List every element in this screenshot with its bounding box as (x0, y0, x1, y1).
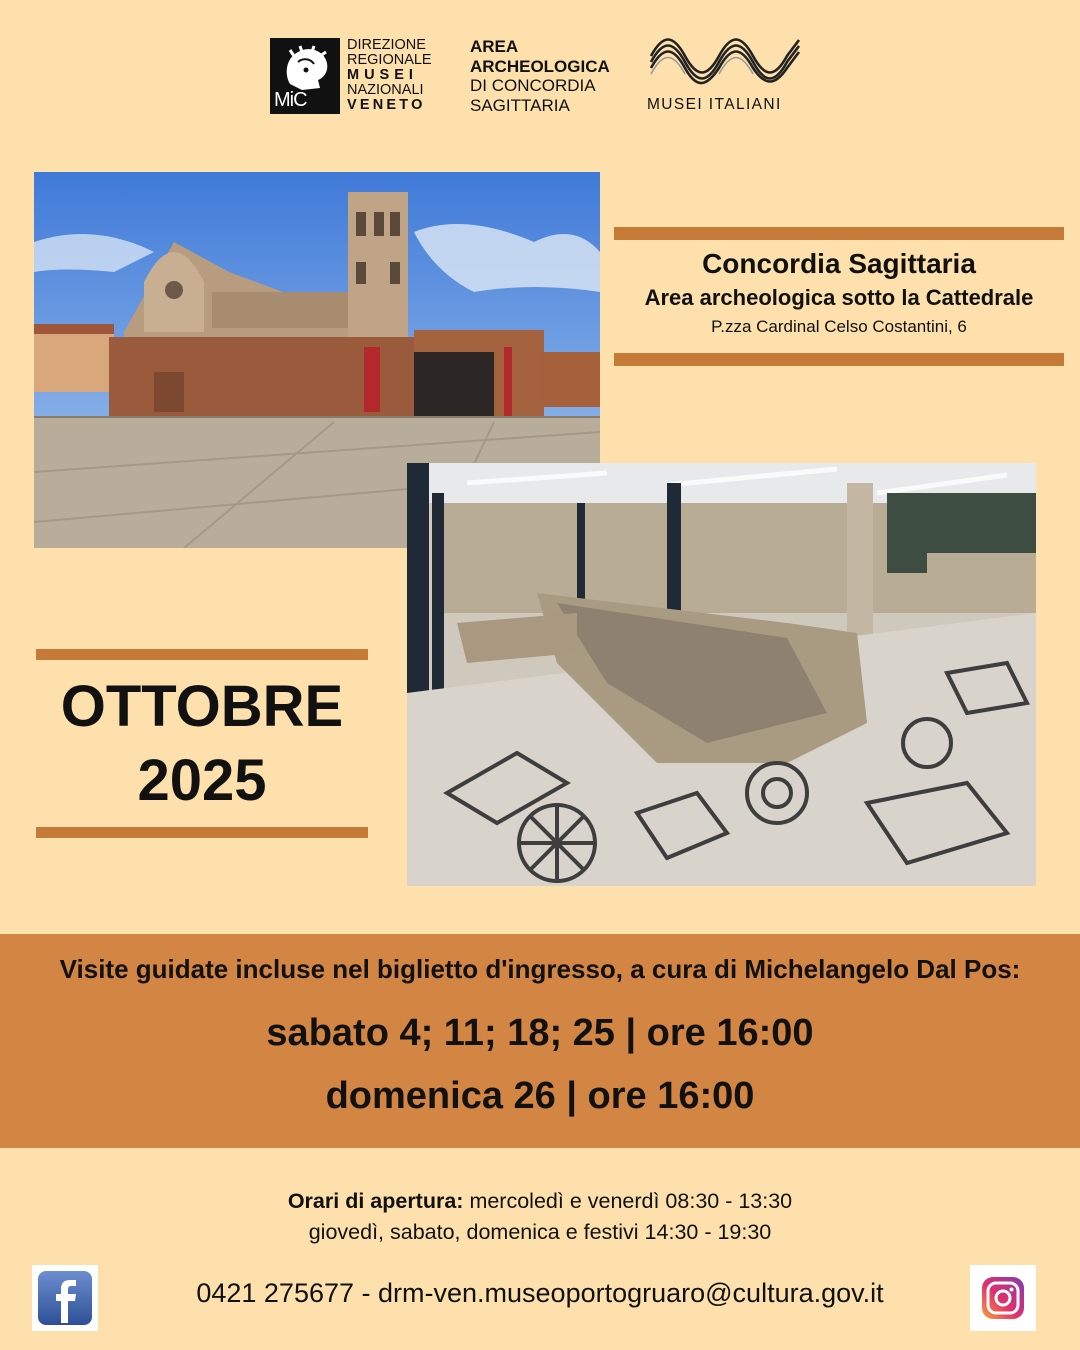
musei-italiani-logo (645, 36, 805, 118)
month-bar-bottom (36, 827, 368, 838)
venue-address: P.zza Cardinal Celso Costantini, 6 (711, 317, 967, 336)
area-line: DI CONCORDIA (470, 76, 596, 95)
area-line: AREA (470, 37, 519, 56)
opening-hours-weekdays: mercoledì e venerdì 08:30 - 13:30 (463, 1189, 793, 1213)
mic-logo-text: MiC (274, 89, 307, 111)
wave-logo-icon (647, 36, 803, 86)
visits-intro: Visite guidate incluse nel biglietto d'ingresso, a cura di Michelangelo Dal Pos: (59, 954, 1021, 984)
month-bar-top (36, 649, 368, 660)
drm-line: NAZIONALI (347, 82, 424, 98)
mic-logo (270, 38, 340, 114)
drm-line: DIREZIONE (347, 37, 426, 53)
accent-bar-top (614, 227, 1064, 240)
archaeological-area-photo (407, 463, 1036, 886)
drm-line: MUSEI (347, 67, 418, 83)
venue-title: Concordia Sagittaria (702, 248, 976, 279)
drm-line: VENETO (347, 97, 426, 113)
venue-info (614, 246, 1064, 340)
month-heading (36, 670, 368, 818)
area-line: ARCHEOLOGICA (470, 56, 610, 76)
drm-veneto-logo (347, 38, 447, 113)
accent-bar-bottom (614, 353, 1064, 366)
venue-subtitle: Area archeologica sotto la Cattedrale (644, 285, 1034, 310)
facebook-icon[interactable] (32, 1265, 98, 1331)
visits-dates-saturday: sabato 4; 11; 18; 25 | ore 16:00 (266, 1012, 814, 1054)
visits-dates-sunday: domenica 26 | ore 16:00 (325, 1075, 755, 1117)
statue-head-icon (280, 44, 332, 92)
opening-hours-line1 (0, 1186, 1080, 1217)
contact-info[interactable]: 0421 275677 - drm-ven.museoportogruaro@cultura.gov.it (196, 1278, 884, 1308)
drm-line: REGIONALE (347, 52, 432, 68)
guided-visits-band (0, 934, 1080, 1148)
opening-hours-line2: giovedì, sabato, domenica e festivi 14:30 - 19:30 (308, 1220, 772, 1244)
month-name: OTTOBRE (60, 674, 344, 739)
month-year: 2025 (137, 748, 267, 813)
opening-hours (0, 1186, 1080, 1248)
instagram-icon[interactable] (970, 1265, 1036, 1331)
opening-hours-label: Orari di apertura: (287, 1189, 464, 1213)
musei-italiani-label: MUSEI ITALIANI (647, 96, 782, 113)
excavation-image (407, 463, 1036, 886)
area-line: SAGITTARIA (470, 95, 570, 115)
area-archeologica-logo (470, 37, 610, 115)
